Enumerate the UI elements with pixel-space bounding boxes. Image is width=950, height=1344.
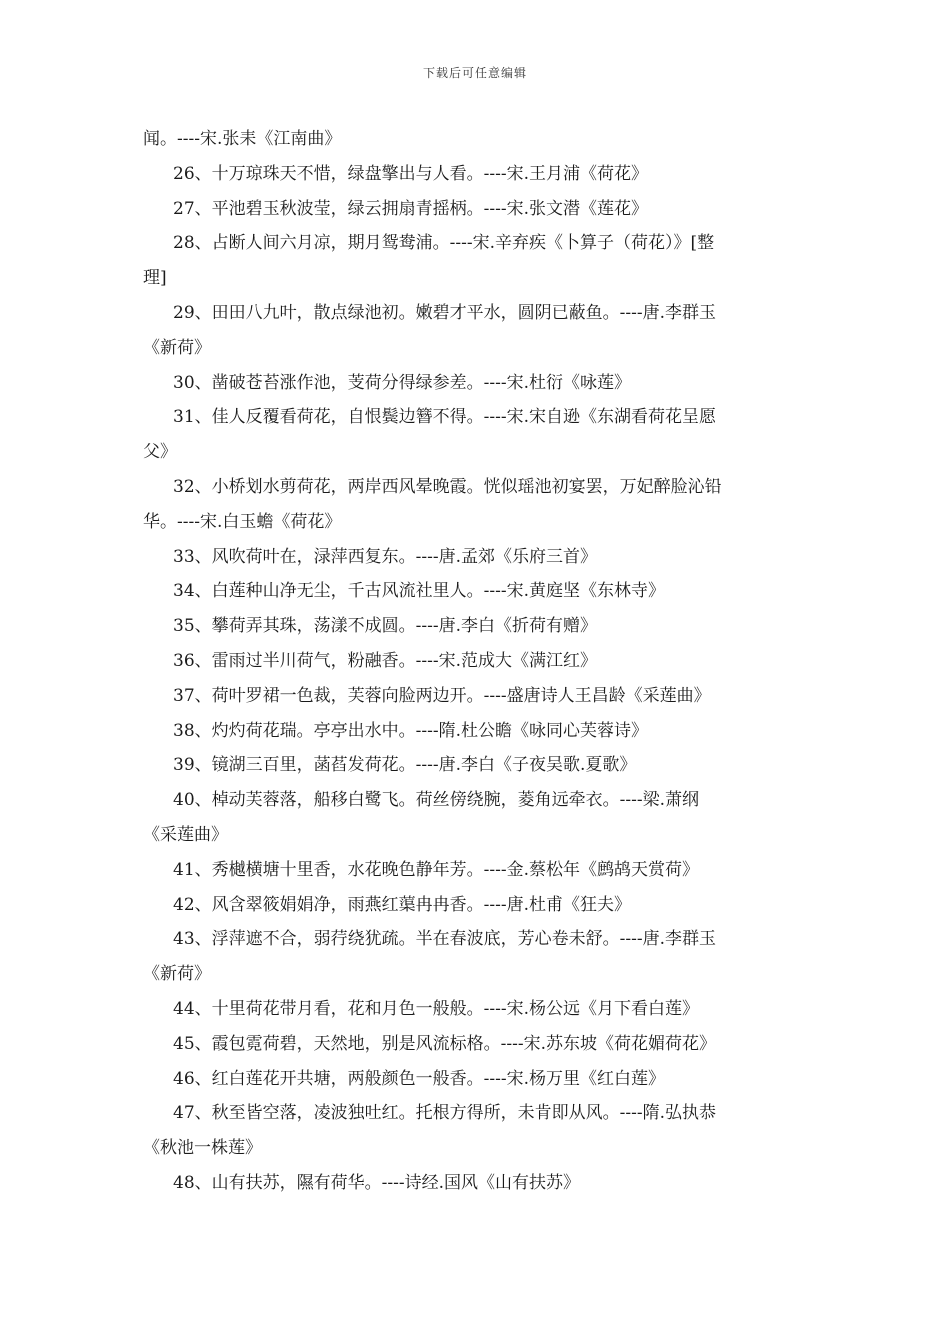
- text-line: 《新荷》: [143, 337, 211, 358]
- text-line: 38、灼灼荷花瑞。亭亭出水中。----隋.杜公瞻《咏同心芙蓉诗》: [173, 720, 649, 741]
- text-line: 28、占断人间六月凉，期月鸳鸯浦。----宋.辛弃疾《卜算子（荷花）》[整: [173, 233, 715, 254]
- text-line: 44、十里荷花带月看，花和月色一般般。----宋.杨公远《月下看白莲》: [173, 998, 700, 1019]
- text-line: 闻。----宋.张耒《江南曲》: [143, 129, 342, 149]
- text-line: 32、小桥划水剪荷花，两岸西风晕晚霞。恍似瑶池初宴罢，万妃醉脸沁铅: [173, 476, 722, 497]
- poem-list: [143, 122, 808, 1201]
- text-line: 29、田田八九叶，散点绿池初。嫩碧才平水，圆阴已蔽鱼。----唐.李群玉: [173, 302, 717, 323]
- text-line: 43、浮萍遮不合，弱荇绕犹疏。半在春波底，芳心卷未舒。----唐.李群玉: [173, 929, 717, 950]
- text-line: 36、雷雨过半川荷气，粉融香。----宋.范成大《满江红》: [173, 650, 598, 671]
- text-line: 父》: [143, 442, 177, 463]
- text-line: 《新荷》: [143, 964, 211, 985]
- text-line: 理]: [143, 268, 167, 289]
- text-line: 34、白莲种山净无尘，千古风流社里人。----宋.黄庭坚《东林寺》: [173, 581, 666, 602]
- text-line: 26、十万琼珠天不惜，绿盘擎出与人看。----宋.王月浦《荷花》: [173, 163, 649, 184]
- text-line: 27、平池碧玉秋波莹，绿云拥扇青摇柄。----宋.张文潜《莲花》: [173, 198, 649, 219]
- text-line: 30、凿破苍苔涨作池，芰荷分得绿参差。----宋.杜衍《咏莲》: [173, 372, 632, 393]
- page-header: 下载后可任意编辑: [422, 66, 527, 80]
- text-line: 31、佳人反覆看荷花，自恨鬓边簪不得。----宋.宋自逊《东湖看荷花呈愿: [173, 407, 717, 428]
- text-line: 《采莲曲》: [143, 824, 228, 845]
- text-line: 35、攀荷弄其珠，荡漾不成圆。----唐.李白《折荷有赠》: [173, 616, 598, 637]
- text-line: 37、荷叶罗裙一色裁，芙蓉向脸两边开。----盛唐诗人王昌龄《采莲曲》: [173, 685, 711, 706]
- text-line: 40、棹动芙蓉落，船移白鹭飞。荷丝傍绕腕，菱角远牵衣。----梁.萧纲: [173, 790, 700, 811]
- text-line: 42、风含翠筱娟娟净，雨燕红蕖冉冉香。----唐.杜甫《狂夫》: [173, 894, 632, 915]
- text-line: 《秋池一株莲》: [143, 1138, 262, 1159]
- text-line: 33、风吹荷叶在，渌萍西复东。----唐.孟郊《乐府三首》: [173, 546, 598, 567]
- text-line: 41、秀樾横塘十里香，水花晚色静年芳。----金.蔡松年《鹧鸪天赏荷》: [173, 859, 700, 880]
- text-line: 47、秋至皆空落，凌波独吐红。托根方得所，未肯即从风。----隋.弘执恭: [173, 1103, 717, 1124]
- text-line: 45、霞包霓荷碧，天然地，别是风流标格。----宋.苏东坡《荷花媚荷花》: [173, 1033, 717, 1054]
- text-line: 46、红白莲花开共塘，两般颜色一般香。----宋.杨万里《红白莲》: [173, 1068, 666, 1089]
- text-line: 48、山有扶苏，隰有荷华。----诗经.国风《山有扶苏》: [173, 1172, 581, 1193]
- text-line: 华。----宋.白玉蟾《荷花》: [143, 511, 342, 532]
- text-line: 39、镜湖三百里，菡萏发荷花。----唐.李白《子夜吴歌.夏歌》: [173, 755, 637, 776]
